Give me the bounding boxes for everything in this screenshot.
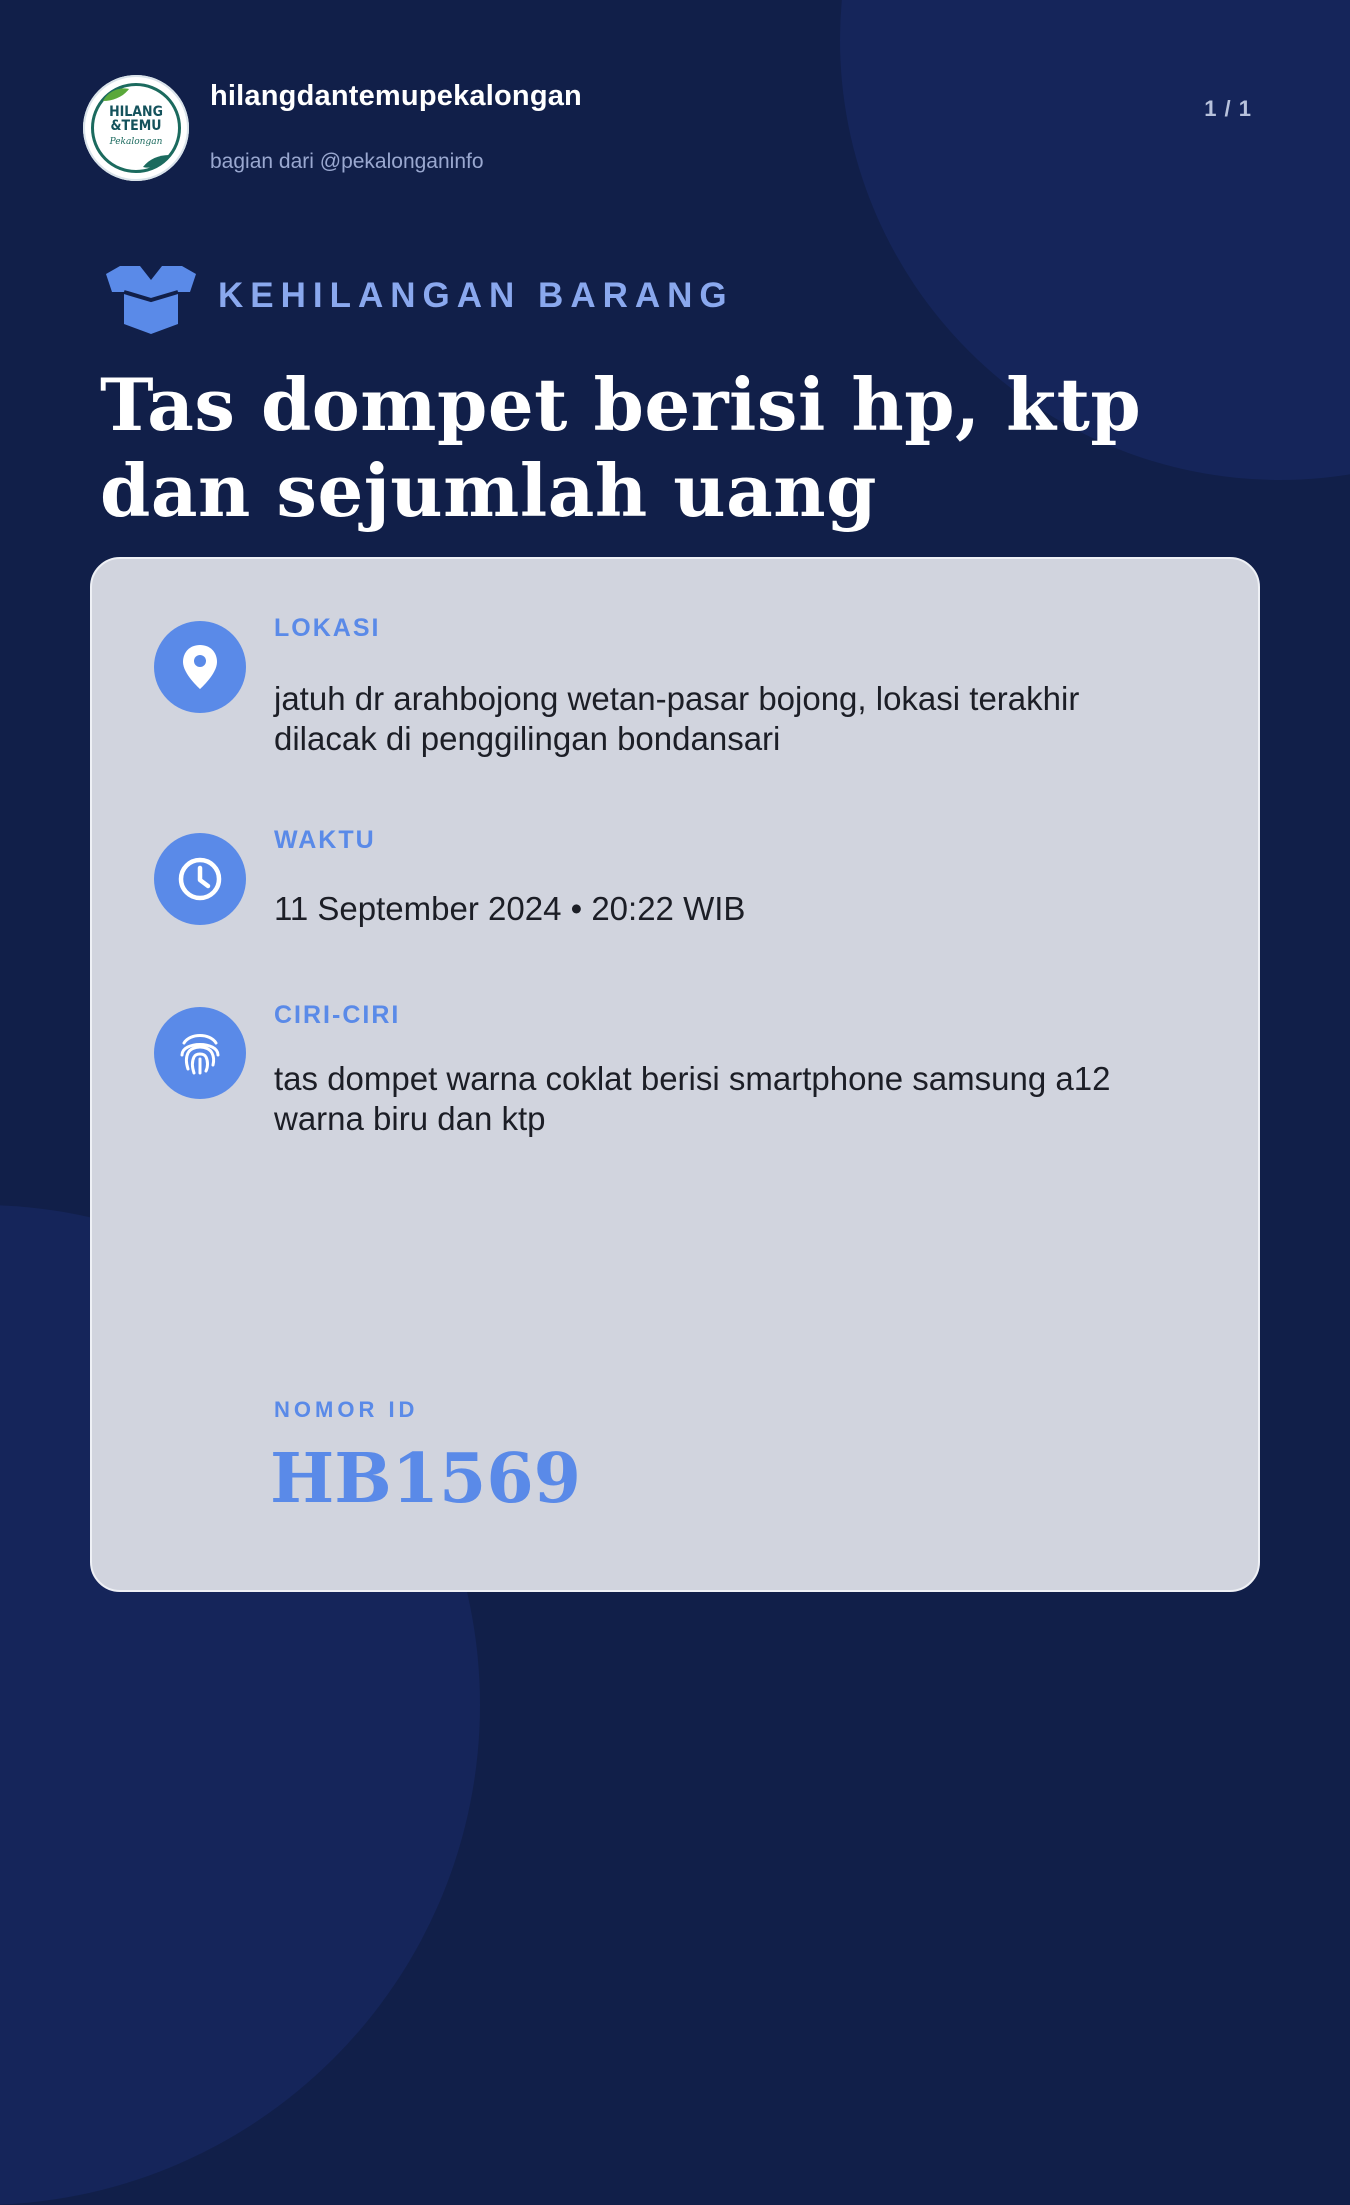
- location-value: jatuh dr arahbojong wetan-pasar bojong, lokasi terakhir dilacak di penggilingan bondansari: [274, 680, 1080, 757]
- account-subtitle: bagian dari @pekalonganinfo: [210, 150, 484, 173]
- features-value: tas dompet warna coklat berisi smartphone samsung a12 warna biru dan ktp: [274, 1060, 1111, 1137]
- leaf-icon: [141, 153, 171, 169]
- location-label: LOKASI: [274, 614, 381, 642]
- time-value: 11 September 2024 • 20:22 WIB: [274, 890, 746, 927]
- box-icon: [104, 264, 198, 336]
- account-name[interactable]: hilangdantemupekalongan: [210, 80, 582, 112]
- page-title: Tas dompet berisi hp, ktp dan sejumlah uang: [100, 362, 1142, 533]
- fingerprint-icon: [154, 1007, 246, 1099]
- time-label: WAKTU: [274, 826, 376, 854]
- clock-icon: [154, 833, 246, 925]
- logo-subtext: Pekalongan: [109, 137, 163, 147]
- page-counter: 1 / 1: [1204, 96, 1252, 121]
- id-label: NOMOR ID: [274, 1397, 419, 1422]
- category-label: KEHILANGAN BARANG: [218, 276, 734, 315]
- features-label: CIRI-CIRI: [274, 1001, 401, 1029]
- account-logo[interactable]: [83, 75, 189, 181]
- map-pin-icon: [154, 621, 246, 713]
- logo-text: HILANG &TEMU: [109, 104, 163, 134]
- details-card: [90, 557, 1260, 1592]
- leaf-icon: [101, 87, 131, 103]
- id-value: HB1569: [270, 1439, 581, 1519]
